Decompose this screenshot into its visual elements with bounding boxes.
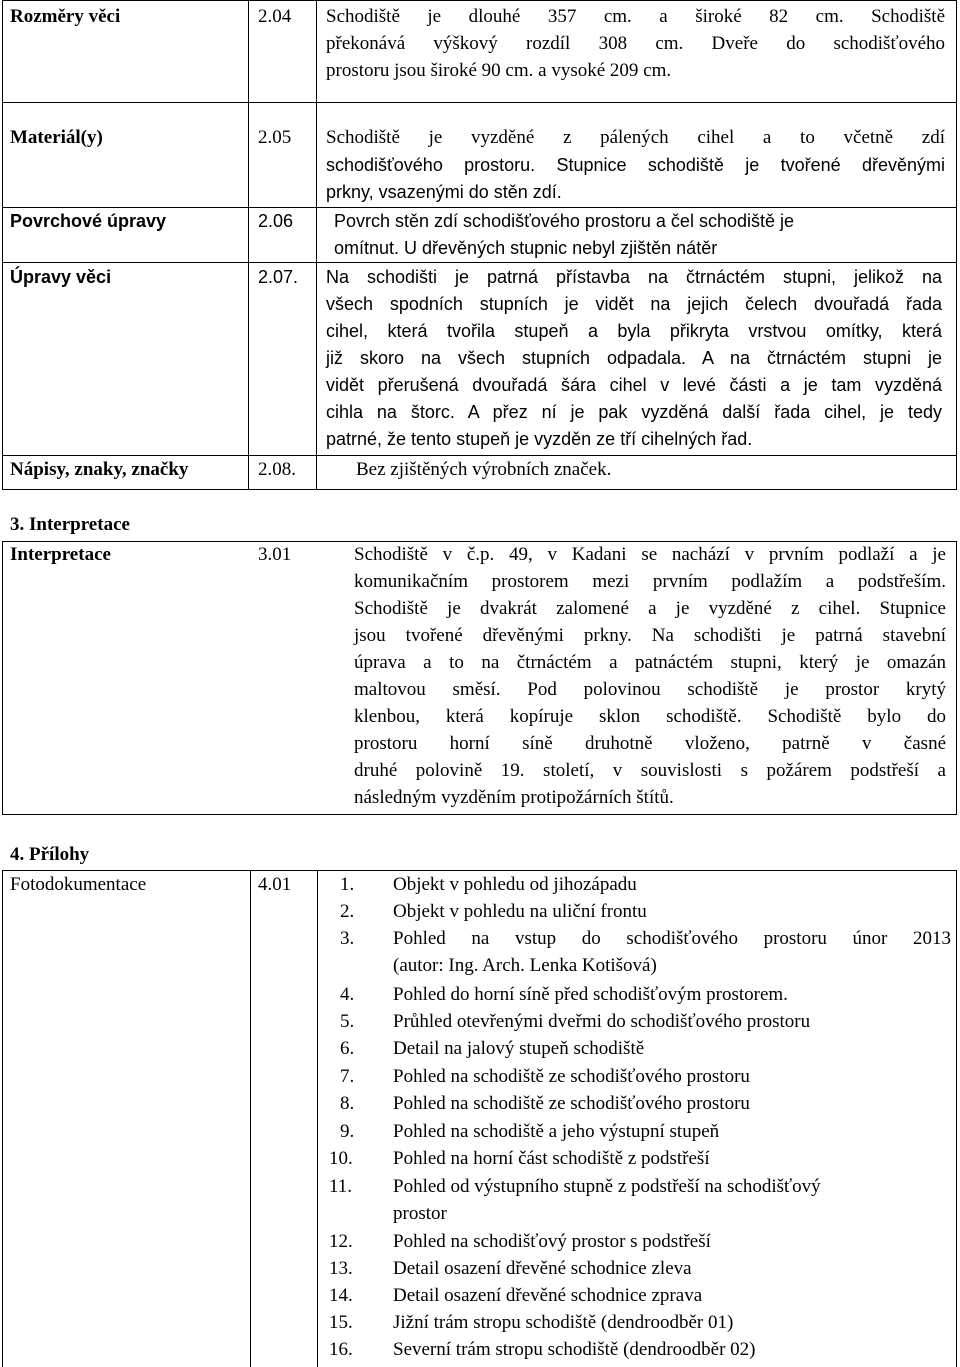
row-number-interpretace: 3.01 [258,544,292,565]
table-divider-label [248,0,249,490]
row-text-napisy: Bez zjištěných výrobních značek. [356,459,612,480]
section-heading-interpretace: 3. Interpretace [10,514,130,535]
section-heading-prilohy: 4. Přílohy [10,844,90,865]
row-number-fotodokumentace: 4.01 [258,874,292,895]
table-divider-number [316,0,317,490]
row-number-material: 2.05 [258,127,292,148]
row-number-povrchove: 2.06 [258,211,294,231]
row-number-upravy: 2.07. [258,267,299,287]
row-label-upravy: Úpravy věci [10,267,112,287]
row-label-fotodokumentace: Fotodokumentace [10,874,147,895]
row-divider [2,262,957,263]
row-label-material: Materiál(y) [10,127,103,148]
table-divider-number [317,870,318,1367]
row-number-napisy: 2.08. [258,459,296,480]
row-label-interpretace: Interpretace [10,544,111,565]
row-label-napisy: Nápisy, znaky, značky [10,459,189,480]
row-label-rozmery: Rozměry věci [10,6,121,27]
row-divider [2,102,957,103]
row-divider [2,455,957,456]
row-label-povrchove: Povrchové úpravy [10,211,167,231]
row-number-rozmery: 2.04 [258,6,292,27]
table-divider-label [250,870,251,1367]
